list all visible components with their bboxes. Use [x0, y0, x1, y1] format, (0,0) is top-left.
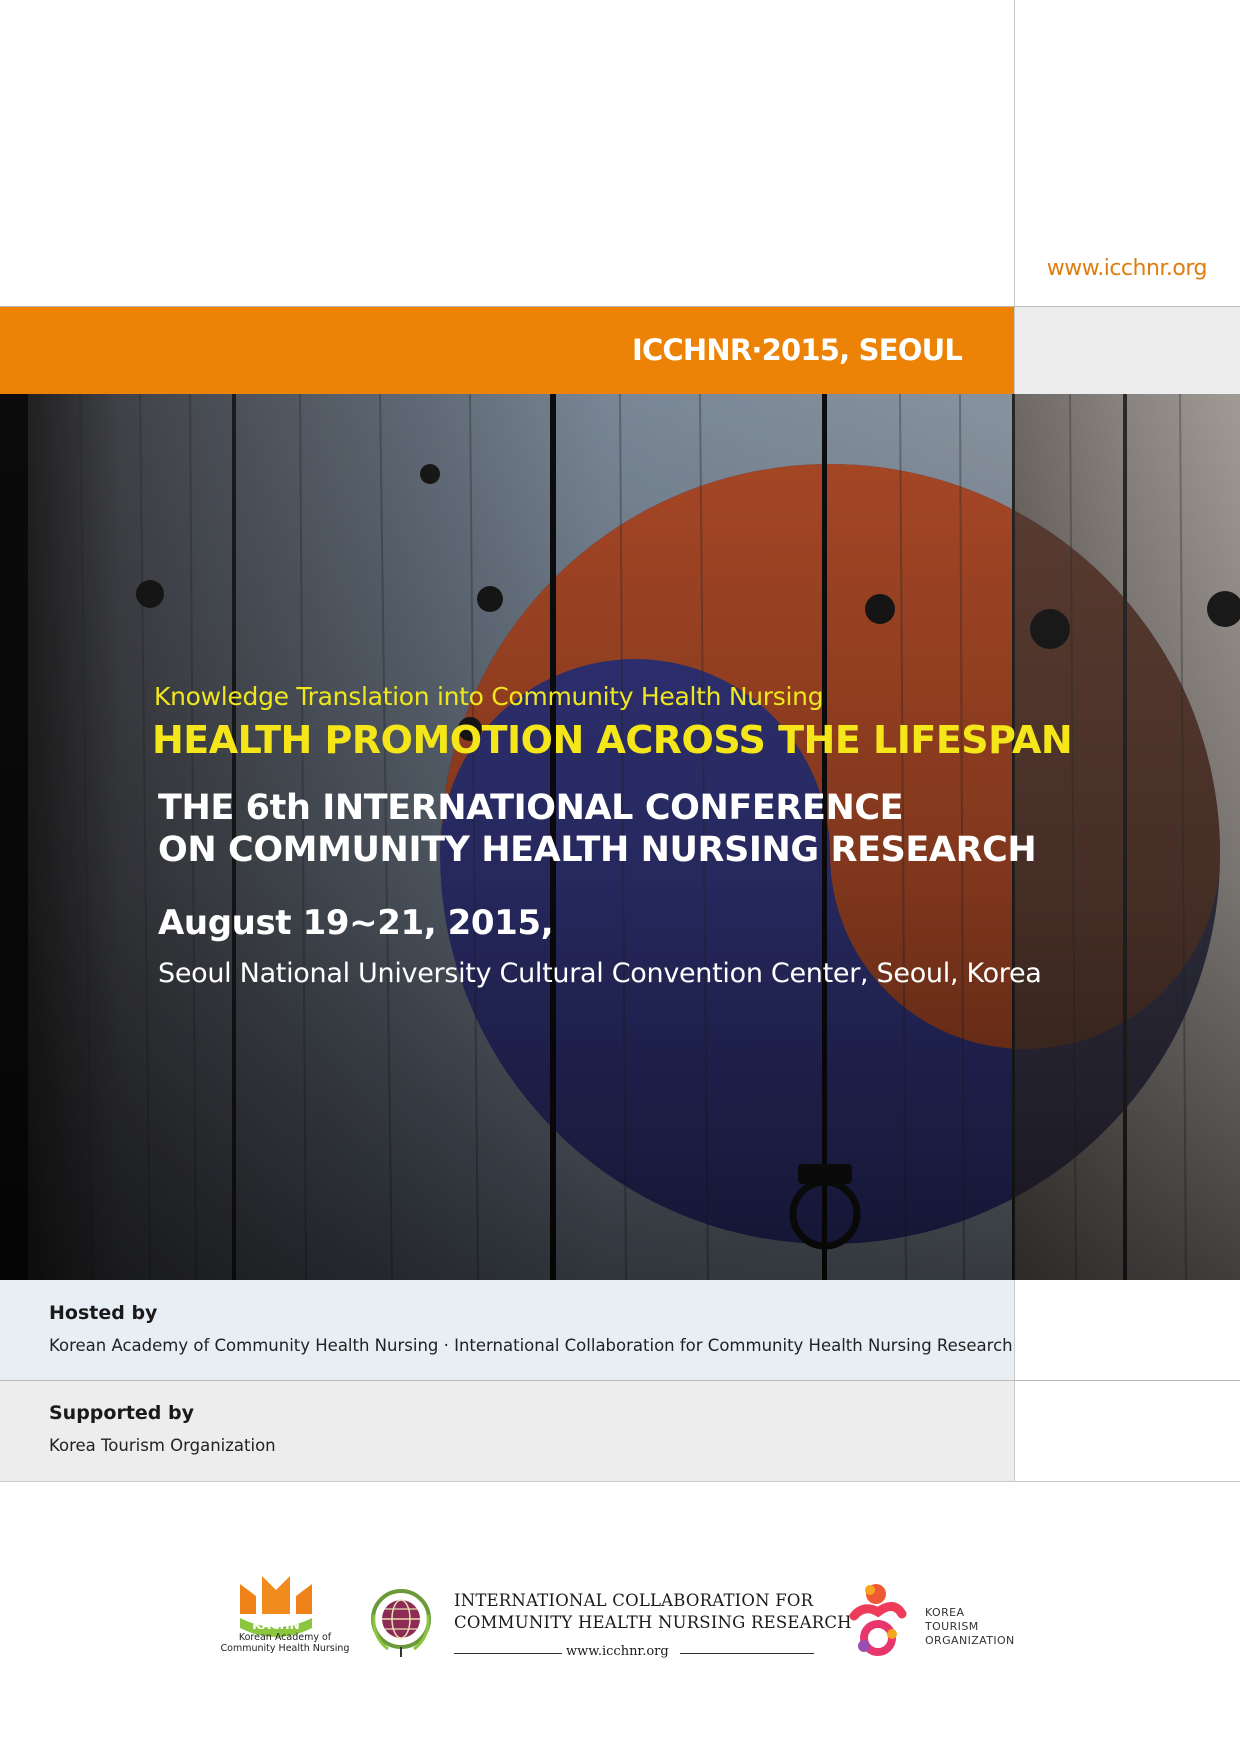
kachn-caption: [200, 1632, 370, 1654]
supported-text: Korea Tourism Organization: [49, 1436, 276, 1455]
hosted-label: Hosted by: [49, 1302, 158, 1324]
website-url[interactable]: www.icchnr.org: [1046, 256, 1207, 281]
conference-theme-title: HEALTH PROMOTION ACROSS THE LIFESPAN: [152, 718, 1073, 762]
kachn-mark: KACHN: [252, 1618, 300, 1632]
supported-section: [0, 1381, 1014, 1481]
banner-side-block: [1015, 307, 1240, 394]
conference-venue: Seoul National University Cultural Convention Center, Seoul, Korea: [158, 958, 1042, 989]
korea-tourism-name: [925, 1606, 1015, 1648]
kto-line3: ORGANIZATION: [925, 1634, 1015, 1647]
conference-name-line2: ON COMMUNITY HEALTH NURSING RESEARCH: [158, 830, 1037, 870]
icchnr-url-rule-left: [454, 1653, 562, 1654]
kachn-caption-line2: Community Health Nursing: [220, 1643, 350, 1654]
hosted-text: Korean Academy of Community Health Nursing · International Collaboration for Community Health Nursing Research: [49, 1336, 1013, 1355]
conference-subtitle: Knowledge Translation into Community Health Nursing: [154, 682, 824, 711]
icchnr-url[interactable]: www.icchnr.org: [566, 1644, 669, 1659]
conference-name: [158, 787, 1036, 871]
conference-tag: ICCHNR·2015, SEOUL: [631, 333, 962, 367]
kto-line1: KOREA: [925, 1606, 965, 1619]
icchnr-url-rule-right: [680, 1653, 814, 1654]
bottom-divider: [0, 1481, 1240, 1482]
kachn-caption-line1: Korean Academy of: [238, 1632, 332, 1643]
conference-name-line1: THE 6th INTERNATIONAL CONFERENCE: [158, 788, 904, 828]
conference-dates: August 19~21, 2015,: [158, 903, 554, 943]
kto-line2: TOURISM: [925, 1620, 979, 1633]
icchnr-name-line2: COMMUNITY HEALTH NURSING RESEARCH: [454, 1613, 852, 1632]
icchnr-name-line1: INTERNATIONAL COLLABORATION FOR: [454, 1591, 814, 1610]
icchnr-name: [454, 1590, 852, 1634]
icchnr-url-row: [454, 1644, 814, 1662]
hosted-section: [0, 1280, 1014, 1380]
supported-label: Supported by: [49, 1402, 195, 1424]
icchnr-globe-icon: [368, 1585, 434, 1661]
korea-tourism-logo: [848, 1580, 908, 1662]
